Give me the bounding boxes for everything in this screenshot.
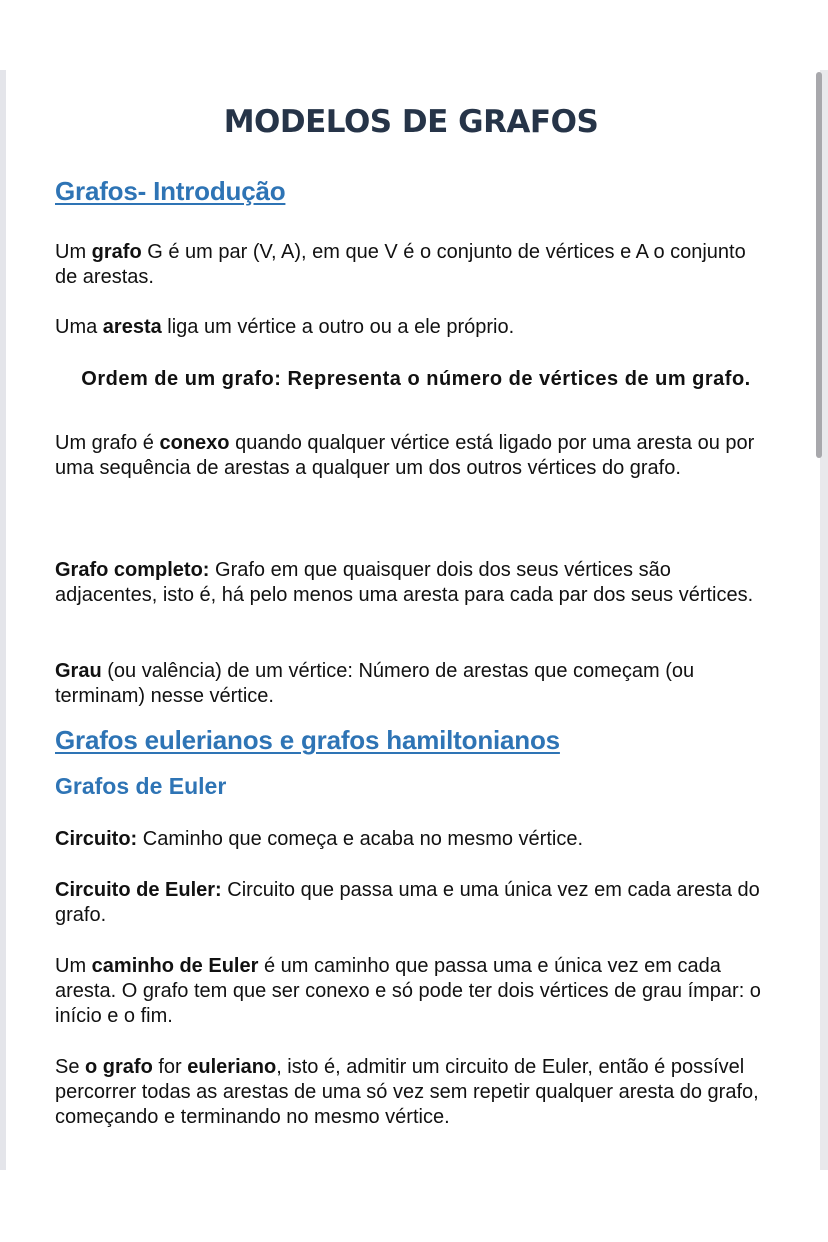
- text: Se: [55, 1056, 86, 1078]
- paragraph-circuito-definition: [55, 827, 767, 852]
- bold-term: caminho de Euler: [91, 955, 259, 977]
- text: quando qualquer vértice está ligado por uma aresta ou por uma sequência de arestas a qualquer um dos outros vértices do grafo.: [55, 432, 755, 479]
- bold-term: Circuito:: [55, 828, 138, 850]
- top-margin: [0, 0, 828, 70]
- paragraph-circuito-de-euler: [55, 878, 767, 928]
- scrollbar-thumb[interactable]: [816, 72, 822, 458]
- paragraph-grafo-completo: [55, 558, 767, 608]
- text: é um caminho que passa uma e única vez em cada aresta. O grafo tem que ser conexo e só pode ter dois vértices de grau ímpar: o início e o fim.: [55, 955, 761, 1027]
- paragraph-grau-definition: [55, 659, 767, 709]
- paragraph-caminho-de-euler: [55, 954, 767, 1029]
- document-page: [6, 70, 816, 1170]
- section-heading-eulerianos-hamiltonianos: Grafos eulerianos e grafos hamiltonianos: [55, 725, 560, 755]
- text: (ou valência) de um vértice: Número de arestas que começam (ou terminam) nesse vértice.: [55, 660, 695, 707]
- bold-term: o grafo: [85, 1056, 153, 1078]
- document-title: MODELOS DE GRAFOS: [223, 104, 599, 140]
- text: Um: [55, 955, 92, 977]
- bold-term: Grafo completo:: [55, 559, 210, 581]
- text: Um: [55, 241, 92, 263]
- text: G é um par (V, A), em que V é o conjunto de vértices e A o conjunto de arestas.: [55, 241, 746, 288]
- section-heading-introducao: Grafos- Introdução: [55, 176, 286, 206]
- bold-term: grafo: [91, 241, 142, 263]
- subheading-grafos-de-euler: Grafos de Euler: [55, 773, 227, 799]
- paragraph-conexo-definition: [55, 431, 767, 481]
- ordem-grafo-callout: Ordem de um grafo: Representa o número de vértices de um grafo.: [81, 368, 751, 390]
- bold-term: conexo: [159, 432, 230, 454]
- text: , isto é, admitir um circuito de Euler, então é possível percorrer todas as arestas de uma só vez sem repetir qualquer aresta do grafo, começando e terminando no mesmo vértice.: [55, 1056, 759, 1128]
- bold-term: Circuito de Euler:: [55, 879, 222, 901]
- text: for: [152, 1056, 188, 1078]
- paragraph-grafo-definition: [55, 240, 767, 290]
- bold-term: aresta: [102, 316, 162, 338]
- text: Uma: [55, 316, 103, 338]
- text: Grafo em que quaisquer dois dos seus vértices são adjacentes, isto é, há pelo menos uma aresta para cada par dos seus vértices.: [55, 559, 754, 606]
- text: Caminho que começa e acaba no mesmo vértice.: [137, 828, 583, 850]
- text: liga um vértice a outro ou a ele próprio.: [161, 316, 515, 338]
- bottom-margin: [0, 1170, 828, 1242]
- text: Circuito que passa uma e uma única vez em cada aresta do grafo.: [55, 879, 760, 926]
- bold-term: euleriano: [187, 1056, 277, 1078]
- paragraph-grafo-euleriano: [55, 1055, 767, 1130]
- paragraph-aresta-definition: [55, 315, 767, 340]
- text: Um grafo é: [55, 432, 160, 454]
- bold-term: Grau: [55, 660, 102, 682]
